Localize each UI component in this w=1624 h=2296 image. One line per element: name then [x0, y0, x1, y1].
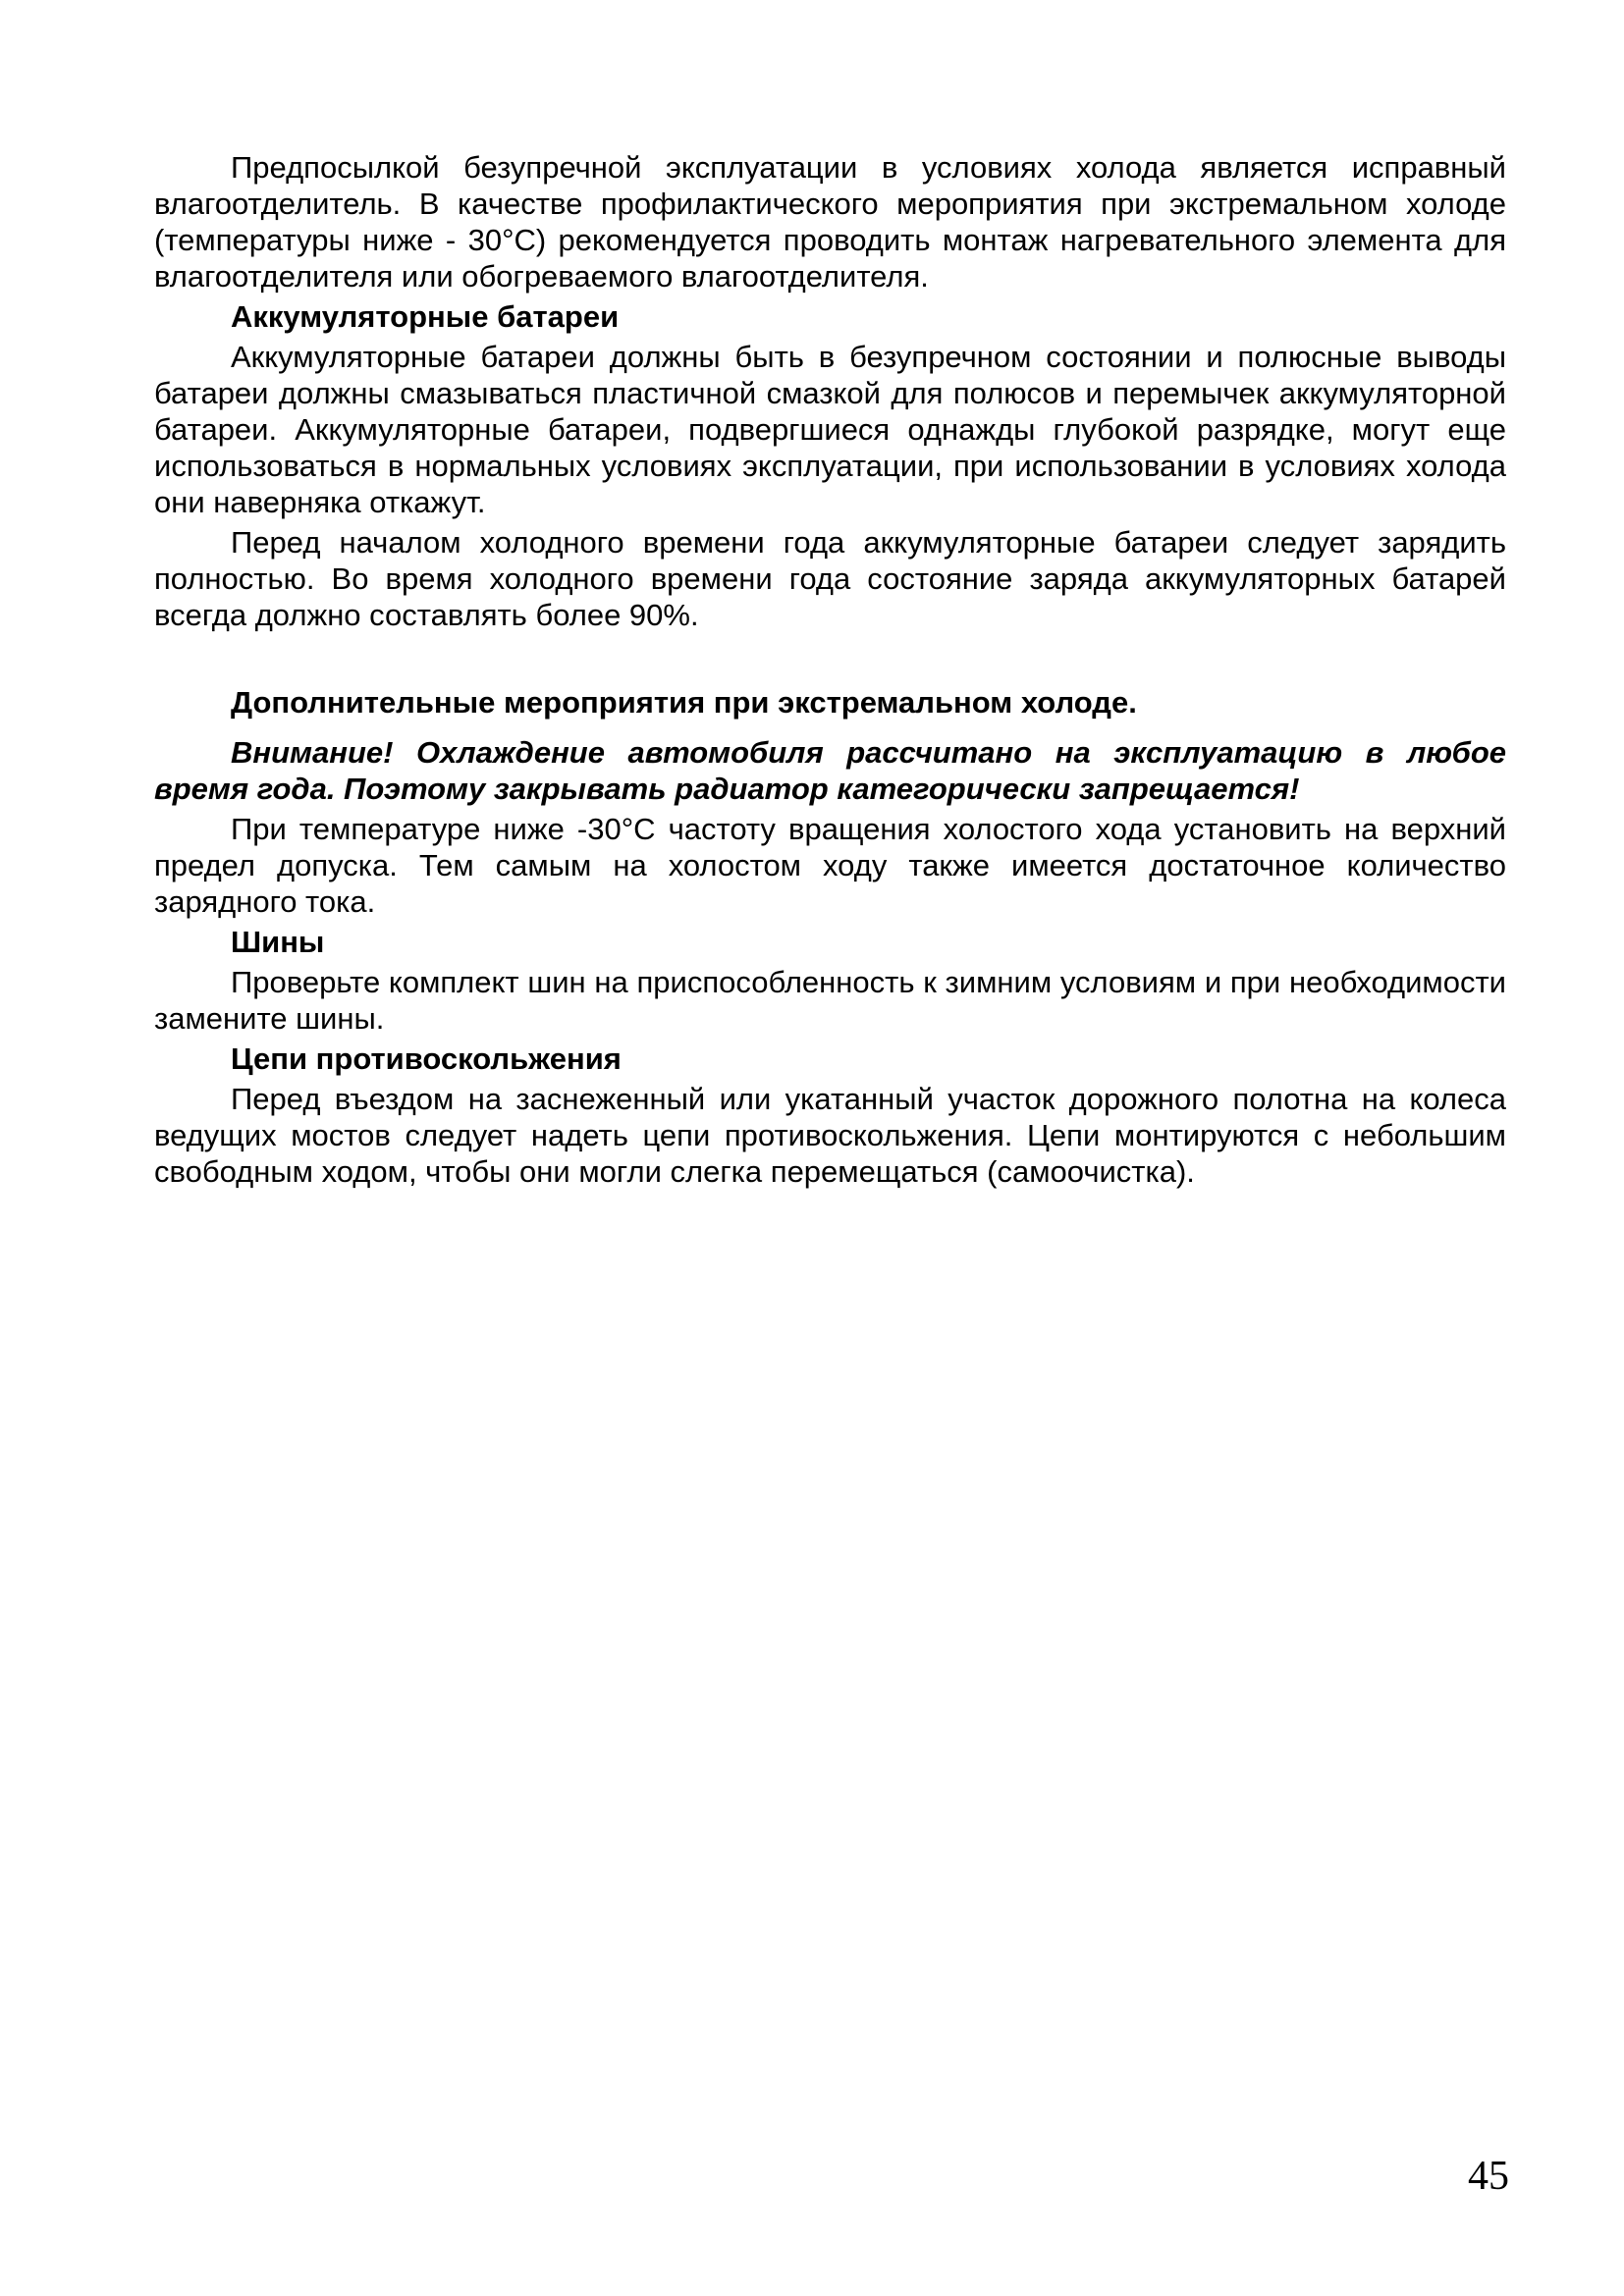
section-heading-batteries: Аккумуляторные батареи — [231, 299, 620, 334]
paragraph-warning-radiator: Внимание! Охлаждение автомобиля рассчитано на эксплуатацию в любое время года. Поэтому закрывать радиатор категорически запрещается! — [154, 735, 1506, 806]
section-heading-tires: Шины — [231, 925, 325, 959]
page-content — [154, 149, 1506, 1190]
section-heading-extra-measures: Дополнительные мероприятия при экстремальном холоде. — [231, 685, 1137, 720]
paragraph-snow-chains: Перед въездом на заснеженный или укатанный участок дорожного полотна на колеса ведущих мостов следует надеть цепи противоскольжения. Цепи монтируются с небольшим свободным ходом, чтобы они могли слегка перемещаться (самоочистка). — [154, 1082, 1506, 1189]
paragraph-tires: Проверьте комплект шин на приспособленность к зимним условиям и при необходимости замените шины. — [154, 965, 1506, 1036]
paragraph-idle-speed: При температуре ниже -30°С частоту вращения холостого хода установить на верхний предел допуска. Тем самым на холостом ходу также имеется достаточное количество зарядного тока. — [154, 812, 1506, 919]
paragraph-batteries-charge: Перед началом холодного времени года аккумуляторные батареи следует зарядить полностью. Во время холодного времени года состояние заряда аккумуляторных батарей всегда должно составлять более 90%. — [154, 525, 1506, 632]
paragraph-intro-water-separator: Предпосылкой безупречной эксплуатации в условиях холода является исправный влагоотделитель. В качестве профилактического мероприятия при экстремальном холоде (температуры ниже - 30°С) рекомендуется проводить монтаж нагревательного элемента для влагоотделителя или обогреваемого влагоотделителя. — [154, 150, 1506, 294]
paragraph-batteries-condition: Аккумуляторные батареи должны быть в безупречном состоянии и полюсные выводы батареи должны смазываться пластичной смазкой для полюсов и перемычек аккумуляторной батареи. Аккумуляторные батареи, подвергшиеся однажды глубокой разрядке, могут еще использоваться в нормальных условиях эксплуатации, при использовании в условиях холода они наверняка откажут. — [154, 340, 1506, 519]
page-number: 45 — [1468, 2154, 1509, 2199]
section-heading-snow-chains: Цепи противоскольжения — [231, 1041, 622, 1076]
